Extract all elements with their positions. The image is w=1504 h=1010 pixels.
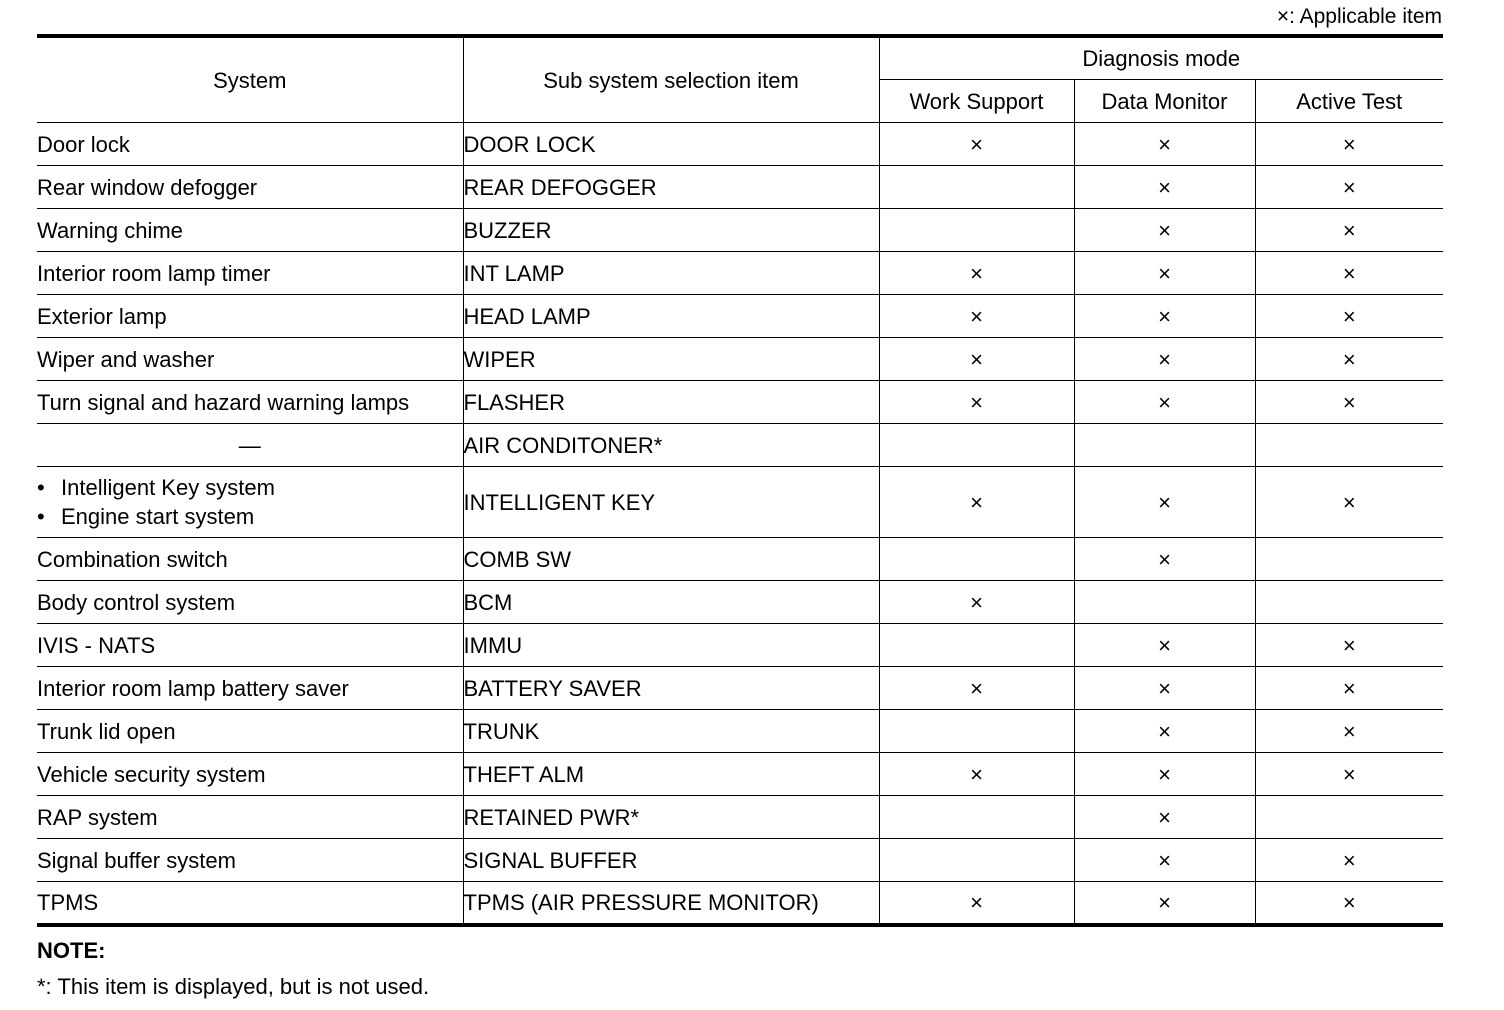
applicable-mark-icon: ×	[1158, 675, 1171, 701]
cell-sub-system: THEFT ALM	[463, 753, 879, 796]
cell-system: —	[37, 424, 463, 467]
cell-data-monitor	[1074, 839, 1255, 882]
table-row	[37, 753, 1443, 796]
bullet-icon: •	[37, 475, 45, 500]
header-active-test: Active Test	[1255, 80, 1443, 123]
applicable-mark-icon: ×	[1158, 346, 1171, 372]
applicable-mark-icon: ×	[970, 260, 983, 286]
applicable-mark-icon: ×	[1158, 718, 1171, 744]
applicable-mark-icon: ×	[1342, 303, 1356, 329]
cell-system: Signal buffer system	[37, 839, 463, 882]
applicable-mark-icon: ×	[970, 489, 983, 515]
table-row	[37, 667, 1443, 710]
applicable-mark-icon: ×	[1158, 889, 1171, 915]
table-row	[37, 839, 1443, 882]
applicable-mark-icon: ×	[1342, 346, 1356, 372]
applicable-mark-icon: ×	[1158, 389, 1171, 415]
table-row	[37, 882, 1443, 925]
cell-active-test	[1255, 424, 1443, 467]
cell-sub-system: DOOR LOCK	[463, 123, 879, 166]
cell-work-support	[879, 209, 1074, 252]
applicable-mark-icon: ×	[1158, 761, 1171, 787]
table-row	[37, 624, 1443, 667]
applicable-mark-icon: ×	[1342, 761, 1356, 787]
cell-active-test	[1255, 123, 1443, 166]
cell-active-test	[1255, 753, 1443, 796]
cell-work-support	[879, 581, 1074, 624]
cell-system: Interior room lamp timer	[37, 252, 463, 295]
cell-system: Door lock	[37, 123, 463, 166]
cell-system: IVIS - NATS	[37, 624, 463, 667]
cell-data-monitor	[1074, 624, 1255, 667]
cell-work-support	[879, 667, 1074, 710]
cell-work-support	[879, 882, 1074, 925]
applicable-mark-icon: ×	[970, 675, 983, 701]
applicable-mark-icon: ×	[970, 889, 983, 915]
cell-sub-system: SIGNAL BUFFER	[463, 839, 879, 882]
cell-data-monitor	[1074, 381, 1255, 424]
cell-data-monitor	[1074, 209, 1255, 252]
table-row	[37, 381, 1443, 424]
cell-active-test	[1255, 839, 1443, 882]
cell-active-test	[1255, 338, 1443, 381]
cell-sub-system: HEAD LAMP	[463, 295, 879, 338]
cell-work-support	[879, 252, 1074, 295]
cell-work-support	[879, 467, 1074, 538]
cell-data-monitor	[1074, 123, 1255, 166]
cell-system: Vehicle security system	[37, 753, 463, 796]
table-row	[37, 166, 1443, 209]
cell-sub-system: AIR CONDITONER*	[463, 424, 879, 467]
cell-active-test	[1255, 581, 1443, 624]
applicable-mark-icon: ×	[1342, 889, 1356, 915]
table-body	[37, 123, 1443, 925]
applicable-mark-icon: ×	[1158, 546, 1171, 572]
cell-active-test	[1255, 882, 1443, 925]
applicable-mark-icon: ×	[1342, 489, 1356, 515]
applicable-mark-icon: ×	[970, 761, 983, 787]
applicable-mark-icon: ×	[1342, 131, 1356, 157]
cell-work-support	[879, 753, 1074, 796]
applicable-mark-icon: ×	[970, 346, 983, 372]
cell-active-test	[1255, 710, 1443, 753]
cell-work-support	[879, 710, 1074, 753]
header-system: System	[37, 36, 463, 123]
cell-system: Wiper and washer	[37, 338, 463, 381]
cell-sub-system: BCM	[463, 581, 879, 624]
system-list-item: • Engine start system	[37, 504, 255, 529]
note-title: NOTE:	[37, 938, 106, 963]
cell-active-test	[1255, 796, 1443, 839]
applicable-mark-icon: ×	[1158, 260, 1171, 286]
applicable-mark-icon: ×	[1342, 718, 1356, 744]
table-row	[37, 467, 1443, 538]
table-row	[37, 209, 1443, 252]
cell-system	[37, 467, 463, 538]
cell-data-monitor	[1074, 710, 1255, 753]
table-row	[37, 338, 1443, 381]
cell-active-test	[1255, 252, 1443, 295]
applicable-mark-icon: ×	[970, 131, 983, 157]
cell-sub-system: WIPER	[463, 338, 879, 381]
table-row	[37, 710, 1443, 753]
cell-data-monitor	[1074, 667, 1255, 710]
cell-sub-system: INTELLIGENT KEY	[463, 467, 879, 538]
cell-sub-system: TRUNK	[463, 710, 879, 753]
cell-data-monitor	[1074, 252, 1255, 295]
applicable-mark-icon: ×	[1158, 303, 1171, 329]
cell-work-support	[879, 424, 1074, 467]
applicable-mark-icon: ×	[1158, 217, 1171, 243]
applicable-mark-icon: ×	[970, 303, 983, 329]
bullet-icon: •	[37, 504, 45, 529]
cell-system: Turn signal and hazard warning lamps	[37, 381, 463, 424]
cell-active-test	[1255, 467, 1443, 538]
cell-active-test	[1255, 624, 1443, 667]
applicable-mark-icon: ×	[1158, 847, 1171, 873]
cell-system: Warning chime	[37, 209, 463, 252]
applicable-mark-icon: ×	[1158, 489, 1171, 515]
applicable-mark-icon: ×	[1158, 131, 1171, 157]
applicable-mark-icon: ×	[1342, 389, 1356, 415]
cell-active-test	[1255, 295, 1443, 338]
applicable-mark-icon: ×	[1342, 260, 1356, 286]
legend-applicable-item: ×: Applicable item	[1276, 5, 1442, 28]
applicable-mark-icon: ×	[1158, 804, 1171, 830]
cell-work-support	[879, 796, 1074, 839]
applicable-mark-icon: ×	[970, 589, 983, 615]
cell-sub-system: COMB SW	[463, 538, 879, 581]
table-row	[37, 538, 1443, 581]
cell-system: Trunk lid open	[37, 710, 463, 753]
cell-sub-system: REAR DEFOGGER	[463, 166, 879, 209]
cell-active-test	[1255, 667, 1443, 710]
cell-data-monitor	[1074, 424, 1255, 467]
cell-system: Combination switch	[37, 538, 463, 581]
cell-work-support	[879, 123, 1074, 166]
applicable-mark-icon: ×	[970, 389, 983, 415]
cell-data-monitor	[1074, 538, 1255, 581]
cell-work-support	[879, 839, 1074, 882]
cell-system: Exterior lamp	[37, 295, 463, 338]
diagnosis-mode-table	[37, 34, 1443, 927]
cell-work-support	[879, 338, 1074, 381]
header-data-monitor: Data Monitor	[1074, 80, 1255, 123]
applicable-mark-icon: ×	[1342, 632, 1356, 658]
cell-active-test	[1255, 538, 1443, 581]
cell-sub-system: BATTERY SAVER	[463, 667, 879, 710]
cell-system: Interior room lamp battery saver	[37, 667, 463, 710]
applicable-mark-icon: ×	[1342, 217, 1356, 243]
cell-sub-system: RETAINED PWR*	[463, 796, 879, 839]
cell-active-test	[1255, 381, 1443, 424]
cell-sub-system: TPMS (AIR PRESSURE MONITOR)	[463, 882, 879, 925]
cell-work-support	[879, 166, 1074, 209]
header-work-support: Work Support	[879, 80, 1074, 123]
cell-sub-system: INT LAMP	[463, 252, 879, 295]
cell-data-monitor	[1074, 467, 1255, 538]
cell-data-monitor	[1074, 581, 1255, 624]
table-row	[37, 581, 1443, 624]
applicable-mark-icon: ×	[1342, 675, 1356, 701]
cell-active-test	[1255, 166, 1443, 209]
cell-work-support	[879, 624, 1074, 667]
cell-sub-system: FLASHER	[463, 381, 879, 424]
system-list-item: • Intelligent Key system	[37, 475, 275, 500]
table-row	[37, 424, 1443, 467]
table-row	[37, 295, 1443, 338]
cell-data-monitor	[1074, 796, 1255, 839]
cell-data-monitor	[1074, 295, 1255, 338]
cell-active-test	[1255, 209, 1443, 252]
cell-data-monitor	[1074, 338, 1255, 381]
cell-data-monitor	[1074, 753, 1255, 796]
cell-work-support	[879, 381, 1074, 424]
header-diagnosis-mode: Diagnosis mode	[879, 36, 1443, 80]
applicable-mark-icon: ×	[1342, 847, 1356, 873]
cell-system: TPMS	[37, 882, 463, 925]
table-row	[37, 123, 1443, 166]
applicable-mark-icon: ×	[1158, 632, 1171, 658]
applicable-mark-icon: ×	[1342, 174, 1356, 200]
cell-system: Body control system	[37, 581, 463, 624]
cell-data-monitor	[1074, 166, 1255, 209]
cell-sub-system: IMMU	[463, 624, 879, 667]
cell-sub-system: BUZZER	[463, 209, 879, 252]
table-row	[37, 796, 1443, 839]
cell-data-monitor	[1074, 882, 1255, 925]
cell-system: RAP system	[37, 796, 463, 839]
cell-work-support	[879, 295, 1074, 338]
cell-work-support	[879, 538, 1074, 581]
table-row	[37, 252, 1443, 295]
note-text: *: This item is displayed, but is not used.	[37, 974, 430, 999]
cell-system: Rear window defogger	[37, 166, 463, 209]
applicable-mark-icon: ×	[1158, 174, 1171, 200]
header-sub-system: Sub system selection item	[463, 36, 879, 123]
